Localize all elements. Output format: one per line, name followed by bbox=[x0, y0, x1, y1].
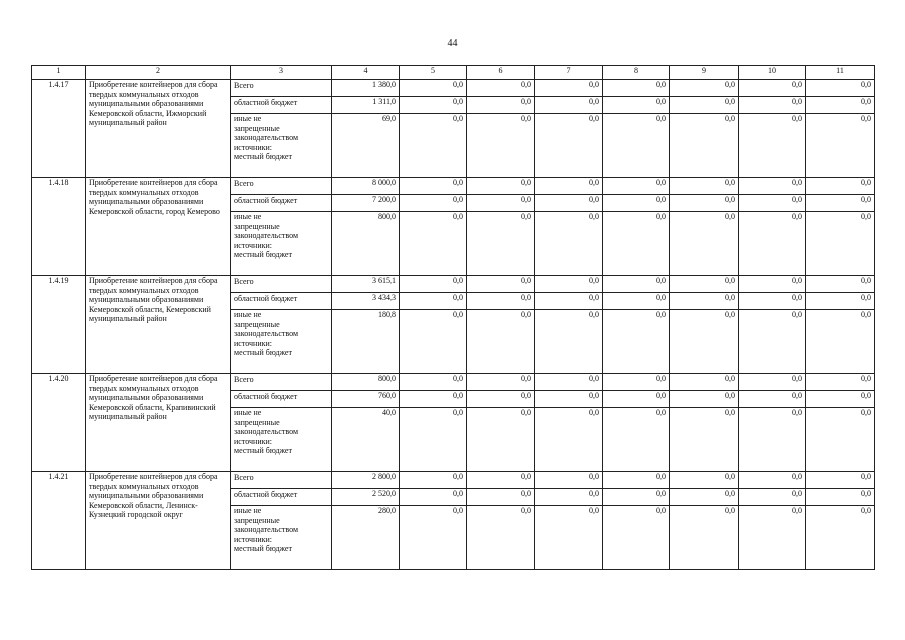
value-cell-local: 0,0 bbox=[603, 408, 670, 472]
value-cell-local: 0,0 bbox=[670, 212, 739, 276]
value-cell-total: 0,0 bbox=[535, 472, 603, 489]
value-cell-local: 0,0 bbox=[400, 310, 467, 374]
value-cell-regional: 0,0 bbox=[400, 391, 467, 408]
table-header bbox=[32, 66, 875, 80]
item-name: Приобретение контейнеров для сбора твердых коммунальных отходов муниципальными образованиями Кемеровской области, Крапивинский муниципальный район bbox=[86, 374, 231, 472]
value-cell-total: 0,0 bbox=[806, 178, 875, 195]
source-label-text: местный бюджет bbox=[234, 446, 292, 456]
value-cell-total: 3 615,1 bbox=[332, 276, 400, 293]
value-cell-total: 0,0 bbox=[739, 178, 806, 195]
table-row bbox=[32, 374, 875, 391]
table-row bbox=[32, 80, 875, 97]
value-cell-total: 0,0 bbox=[806, 374, 875, 391]
source-label-regional bbox=[231, 195, 332, 212]
value-cell-local: 0,0 bbox=[400, 408, 467, 472]
table-body bbox=[32, 80, 875, 570]
value-cell-local: 0,0 bbox=[806, 506, 875, 570]
source-label-text: местный бюджет bbox=[234, 544, 292, 554]
value-cell-regional: 0,0 bbox=[603, 391, 670, 408]
item-code: 1.4.21 bbox=[32, 472, 86, 570]
source-label-other-local bbox=[231, 310, 332, 374]
value-cell-local: 0,0 bbox=[603, 310, 670, 374]
value-cell-regional: 0,0 bbox=[603, 195, 670, 212]
value-cell-local: 40,0 bbox=[332, 408, 400, 472]
value-cell-regional: 0,0 bbox=[739, 489, 806, 506]
source-label-text: Всего bbox=[234, 179, 254, 188]
value-cell-regional: 0,0 bbox=[739, 391, 806, 408]
value-cell-regional: 0,0 bbox=[467, 97, 535, 114]
value-cell-local: 0,0 bbox=[603, 212, 670, 276]
value-cell-local: 0,0 bbox=[670, 114, 739, 178]
value-cell-regional: 0,0 bbox=[670, 391, 739, 408]
value-cell-local: 0,0 bbox=[535, 506, 603, 570]
value-cell-total: 0,0 bbox=[535, 80, 603, 97]
column-header: 7 bbox=[535, 66, 603, 80]
source-label-text: местный бюджет bbox=[234, 348, 292, 358]
source-label-text: Всего bbox=[234, 277, 254, 286]
source-label-text: областной бюджет bbox=[234, 490, 298, 499]
value-cell-regional: 0,0 bbox=[467, 391, 535, 408]
value-cell-regional: 0,0 bbox=[467, 195, 535, 212]
source-label-text: источники: bbox=[234, 142, 272, 152]
value-cell-total: 0,0 bbox=[739, 276, 806, 293]
value-cell-regional: 0,0 bbox=[603, 489, 670, 506]
source-label-text: законодательством bbox=[234, 525, 299, 535]
value-cell-local: 0,0 bbox=[467, 310, 535, 374]
value-cell-total: 0,0 bbox=[806, 80, 875, 97]
value-cell-total: 0,0 bbox=[535, 178, 603, 195]
source-label-text: областной бюджет bbox=[234, 294, 298, 303]
value-cell-local: 0,0 bbox=[535, 212, 603, 276]
value-cell-regional: 0,0 bbox=[400, 195, 467, 212]
value-cell-regional: 0,0 bbox=[535, 97, 603, 114]
value-cell-regional: 0,0 bbox=[535, 391, 603, 408]
value-cell-regional: 0,0 bbox=[535, 489, 603, 506]
value-cell-regional: 0,0 bbox=[603, 293, 670, 310]
source-label-other-local bbox=[231, 212, 332, 276]
table-row bbox=[32, 472, 875, 489]
value-cell-total: 0,0 bbox=[400, 80, 467, 97]
value-cell-total: 0,0 bbox=[670, 472, 739, 489]
value-cell-local: 0,0 bbox=[739, 506, 806, 570]
source-label-text: источники: bbox=[234, 436, 272, 446]
column-header: 11 bbox=[806, 66, 875, 80]
value-cell-total: 0,0 bbox=[670, 178, 739, 195]
source-label-total bbox=[231, 276, 332, 293]
column-number-row bbox=[32, 66, 875, 80]
value-cell-local: 0,0 bbox=[603, 506, 670, 570]
source-label-text: запрещенные bbox=[234, 515, 280, 525]
value-cell-local: 0,0 bbox=[806, 212, 875, 276]
value-cell-regional: 0,0 bbox=[806, 391, 875, 408]
source-label-total bbox=[231, 178, 332, 195]
value-cell-local: 69,0 bbox=[332, 114, 400, 178]
value-cell-total: 0,0 bbox=[535, 374, 603, 391]
source-label-text: запрещенные bbox=[234, 123, 280, 133]
value-cell-local: 0,0 bbox=[400, 114, 467, 178]
value-cell-regional: 0,0 bbox=[739, 195, 806, 212]
value-cell-local: 180,8 bbox=[332, 310, 400, 374]
value-cell-regional: 0,0 bbox=[467, 293, 535, 310]
source-label-text: законодательством bbox=[234, 231, 299, 241]
value-cell-local: 800,0 bbox=[332, 212, 400, 276]
value-cell-regional: 0,0 bbox=[400, 489, 467, 506]
value-cell-total: 0,0 bbox=[603, 374, 670, 391]
source-label-text: иные не bbox=[234, 310, 262, 319]
table-row bbox=[32, 276, 875, 293]
value-cell-regional: 0,0 bbox=[739, 97, 806, 114]
value-cell-local: 0,0 bbox=[400, 506, 467, 570]
item-code: 1.4.17 bbox=[32, 80, 86, 178]
value-cell-total: 0,0 bbox=[467, 374, 535, 391]
value-cell-total: 0,0 bbox=[467, 276, 535, 293]
column-header: 3 bbox=[231, 66, 332, 80]
value-cell-total: 0,0 bbox=[670, 374, 739, 391]
value-cell-local: 280,0 bbox=[332, 506, 400, 570]
value-cell-total: 0,0 bbox=[806, 472, 875, 489]
value-cell-total: 0,0 bbox=[739, 472, 806, 489]
value-cell-total: 0,0 bbox=[670, 276, 739, 293]
value-cell-local: 0,0 bbox=[467, 408, 535, 472]
value-cell-local: 0,0 bbox=[670, 408, 739, 472]
value-cell-regional: 0,0 bbox=[806, 97, 875, 114]
budget-table bbox=[31, 65, 875, 570]
value-cell-regional: 0,0 bbox=[806, 489, 875, 506]
column-header: 8 bbox=[603, 66, 670, 80]
value-cell-total: 0,0 bbox=[739, 374, 806, 391]
value-cell-total: 8 000,0 bbox=[332, 178, 400, 195]
column-header: 5 bbox=[400, 66, 467, 80]
source-label-total bbox=[231, 374, 332, 391]
value-cell-regional: 0,0 bbox=[806, 195, 875, 212]
column-header: 1 bbox=[32, 66, 86, 80]
value-cell-regional: 0,0 bbox=[603, 97, 670, 114]
source-label-text: местный бюджет bbox=[234, 250, 292, 260]
value-cell-regional: 760,0 bbox=[332, 391, 400, 408]
value-cell-total: 0,0 bbox=[467, 178, 535, 195]
value-cell-regional: 3 434,3 bbox=[332, 293, 400, 310]
value-cell-local: 0,0 bbox=[739, 212, 806, 276]
source-label-text: источники: bbox=[234, 338, 272, 348]
value-cell-local: 0,0 bbox=[806, 408, 875, 472]
value-cell-regional: 0,0 bbox=[670, 489, 739, 506]
value-cell-regional: 0,0 bbox=[535, 195, 603, 212]
source-label-text: законодательством bbox=[234, 329, 299, 339]
source-label-text: источники: bbox=[234, 534, 272, 544]
value-cell-total: 0,0 bbox=[603, 276, 670, 293]
column-header: 9 bbox=[670, 66, 739, 80]
value-cell-total: 0,0 bbox=[806, 276, 875, 293]
source-label-text: запрещенные bbox=[234, 221, 280, 231]
value-cell-regional: 1 311,0 bbox=[332, 97, 400, 114]
item-name: Приобретение контейнеров для сбора твердых коммунальных отходов муниципальными образованиями Кемеровской области, Кемеровский муниципальный район bbox=[86, 276, 231, 374]
source-label-text: законодательством bbox=[234, 427, 299, 437]
source-label-regional bbox=[231, 97, 332, 114]
value-cell-local: 0,0 bbox=[467, 114, 535, 178]
source-label-text: Всего bbox=[234, 375, 254, 384]
column-header: 4 bbox=[332, 66, 400, 80]
value-cell-local: 0,0 bbox=[739, 310, 806, 374]
item-code: 1.4.18 bbox=[32, 178, 86, 276]
value-cell-total: 2 800,0 bbox=[332, 472, 400, 489]
value-cell-regional: 0,0 bbox=[739, 293, 806, 310]
item-name: Приобретение контейнеров для сбора твердых коммунальных отходов муниципальными образованиями Кемеровской области, город Кемерово bbox=[86, 178, 231, 276]
value-cell-local: 0,0 bbox=[535, 408, 603, 472]
value-cell-total: 0,0 bbox=[400, 472, 467, 489]
source-label-text: иные не bbox=[234, 212, 262, 221]
value-cell-regional: 0,0 bbox=[670, 195, 739, 212]
value-cell-total: 0,0 bbox=[400, 178, 467, 195]
source-label-regional bbox=[231, 489, 332, 506]
table-row bbox=[32, 178, 875, 195]
value-cell-regional: 0,0 bbox=[670, 293, 739, 310]
source-label-other-local bbox=[231, 114, 332, 178]
value-cell-total: 800,0 bbox=[332, 374, 400, 391]
value-cell-local: 0,0 bbox=[467, 506, 535, 570]
source-label-text: Всего bbox=[234, 81, 254, 90]
value-cell-regional: 0,0 bbox=[400, 293, 467, 310]
value-cell-total: 0,0 bbox=[400, 374, 467, 391]
value-cell-regional: 0,0 bbox=[535, 293, 603, 310]
item-code: 1.4.20 bbox=[32, 374, 86, 472]
item-name: Приобретение контейнеров для сбора твердых коммунальных отходов муниципальными образованиями Кемеровской области, Ижморский муниципальный район bbox=[86, 80, 231, 178]
value-cell-regional: 0,0 bbox=[467, 489, 535, 506]
value-cell-total: 0,0 bbox=[603, 80, 670, 97]
value-cell-regional: 7 200,0 bbox=[332, 195, 400, 212]
value-cell-local: 0,0 bbox=[603, 114, 670, 178]
value-cell-local: 0,0 bbox=[806, 114, 875, 178]
column-header: 6 bbox=[467, 66, 535, 80]
column-header: 2 bbox=[86, 66, 231, 80]
value-cell-total: 0,0 bbox=[535, 276, 603, 293]
value-cell-total: 0,0 bbox=[670, 80, 739, 97]
column-header: 10 bbox=[739, 66, 806, 80]
value-cell-total: 0,0 bbox=[467, 80, 535, 97]
value-cell-local: 0,0 bbox=[670, 506, 739, 570]
value-cell-total: 0,0 bbox=[400, 276, 467, 293]
source-label-text: запрещенные bbox=[234, 417, 280, 427]
source-label-other-local bbox=[231, 506, 332, 570]
source-label-regional bbox=[231, 391, 332, 408]
source-label-text: Всего bbox=[234, 473, 254, 482]
value-cell-local: 0,0 bbox=[806, 310, 875, 374]
value-cell-regional: 2 520,0 bbox=[332, 489, 400, 506]
value-cell-local: 0,0 bbox=[535, 310, 603, 374]
source-label-text: запрещенные bbox=[234, 319, 280, 329]
value-cell-local: 0,0 bbox=[739, 408, 806, 472]
source-label-regional bbox=[231, 293, 332, 310]
value-cell-regional: 0,0 bbox=[670, 97, 739, 114]
value-cell-local: 0,0 bbox=[535, 114, 603, 178]
value-cell-local: 0,0 bbox=[670, 310, 739, 374]
source-label-text: иные не bbox=[234, 114, 262, 123]
source-label-text: областной бюджет bbox=[234, 196, 298, 205]
value-cell-regional: 0,0 bbox=[400, 97, 467, 114]
source-label-text: местный бюджет bbox=[234, 152, 292, 162]
value-cell-total: 0,0 bbox=[739, 80, 806, 97]
item-code: 1.4.19 bbox=[32, 276, 86, 374]
source-label-other-local bbox=[231, 408, 332, 472]
value-cell-regional: 0,0 bbox=[806, 293, 875, 310]
value-cell-total: 0,0 bbox=[603, 472, 670, 489]
source-label-text: источники: bbox=[234, 240, 272, 250]
source-label-text: областной бюджет bbox=[234, 392, 298, 401]
source-label-text: областной бюджет bbox=[234, 98, 298, 107]
value-cell-local: 0,0 bbox=[400, 212, 467, 276]
value-cell-local: 0,0 bbox=[467, 212, 535, 276]
source-label-text: иные не bbox=[234, 408, 262, 417]
page-number: 44 bbox=[447, 38, 458, 49]
value-cell-local: 0,0 bbox=[739, 114, 806, 178]
item-name: Приобретение контейнеров для сбора твердых коммунальных отходов муниципальными образованиями Кемеровской области, Ленинск-Кузнецкий городской округ bbox=[86, 472, 231, 570]
value-cell-total: 0,0 bbox=[603, 178, 670, 195]
source-label-text: иные не bbox=[234, 506, 262, 515]
source-label-text: законодательством bbox=[234, 133, 299, 143]
value-cell-total: 0,0 bbox=[467, 472, 535, 489]
value-cell-total: 1 380,0 bbox=[332, 80, 400, 97]
source-label-total bbox=[231, 472, 332, 489]
source-label-total bbox=[231, 80, 332, 97]
